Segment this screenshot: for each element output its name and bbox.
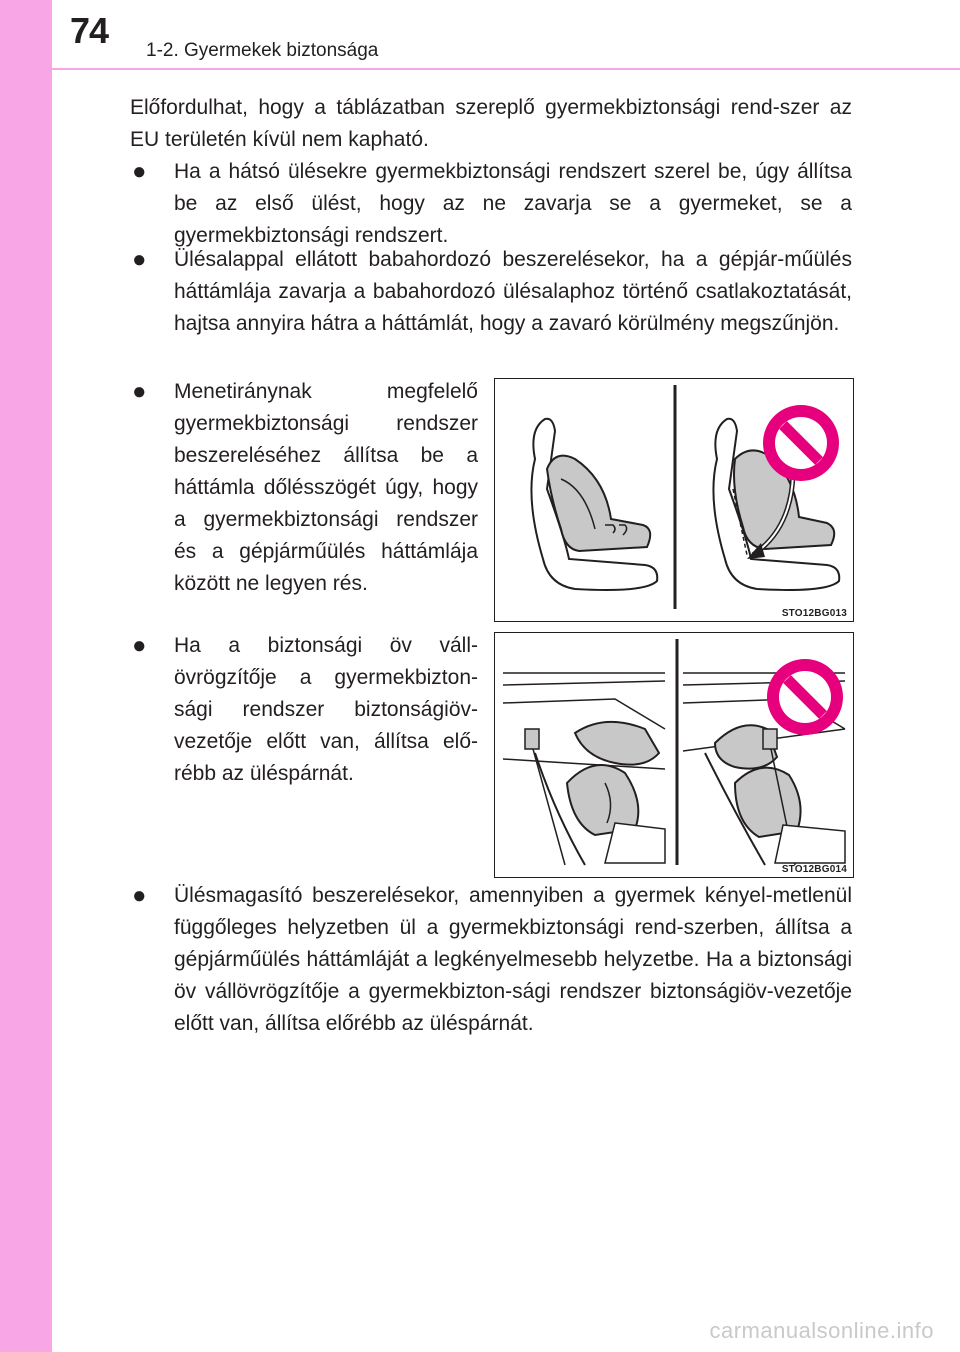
bullet-text-front-seat: Ha a hátsó ülésekre gyermekbiztonsági rendszert szerel be, úgy állítsa be az első ülést, hogy az ne zavarja se a gyermeket, se a gyermekbiztonsági rendszert. (174, 160, 852, 247)
page-number: 74 (70, 10, 109, 51)
bullet-marker: ● (132, 246, 147, 273)
seat-recline-illustration (495, 379, 853, 621)
side-color-strip (0, 0, 52, 1352)
bullet-marker: ● (132, 158, 147, 185)
belt-anchor-illustration (495, 633, 853, 877)
figure-seat-recline (494, 378, 854, 622)
figure-belt-anchor (494, 632, 854, 878)
intro-paragraph: Előfordulhat, hogy a táblázatban szereplő gyermekbiztonsági rend-szer az EU területén kívül nem kapható. (130, 96, 852, 151)
bullet-marker: ● (132, 632, 147, 659)
bullet-text-forward-facing: Menetiránynak megfelelő gyermekbiztonsági rendszer beszereléséhez állítsa be a háttámla dőlésszögét úgy, hogy a gyermekbiztonsági rendszer és a gépjárműülés háttámlája között ne legyen rés. (174, 380, 478, 595)
section-title: 1-2. Gyermekek biztonsága (146, 40, 379, 61)
bullet-marker: ● (132, 882, 147, 909)
watermark: carmanualsonline.info (709, 1318, 934, 1343)
figure-code: STO12BG014 (781, 864, 847, 875)
bullet-marker: ● (132, 378, 147, 405)
bullet-text-booster: Ülésmagasító beszerelésekor, amennyiben a gyermek kényel-metlenül függőleges helyzetben ül a gyermekbiztonsági rend-szerben, állítsa a gépjárműülés háttámláját a legkényelmesebb helyzetbe. Ha a biztonsági öv vállövrögzítője a gyermekbizton-sági rendszer biztonságiöv-vezetője előtt van, állítsa előrébb az üléspárnát. (174, 884, 852, 1035)
header-rule (52, 68, 960, 70)
bullet-text-baby-carrier: Ülésalappal ellátott babahordozó beszerelésekor, ha a gépjár-műülés háttámlája zavarja a babahordozó ülésalaphoz történő csatlakoztatását, hajtsa annyira hátra a háttámlát, hogy a zavaró körülmény megszűnjön. (174, 248, 852, 335)
figure-code: STO12BG013 (781, 608, 847, 619)
bullet-text-belt-anchor: Ha a biztonsági öv váll-övrögzítője a gyermekbizton-sági rendszer biztonságiöv-vezetője előtt van, állítsa elő-rébb az üléspárnát. (174, 634, 478, 785)
